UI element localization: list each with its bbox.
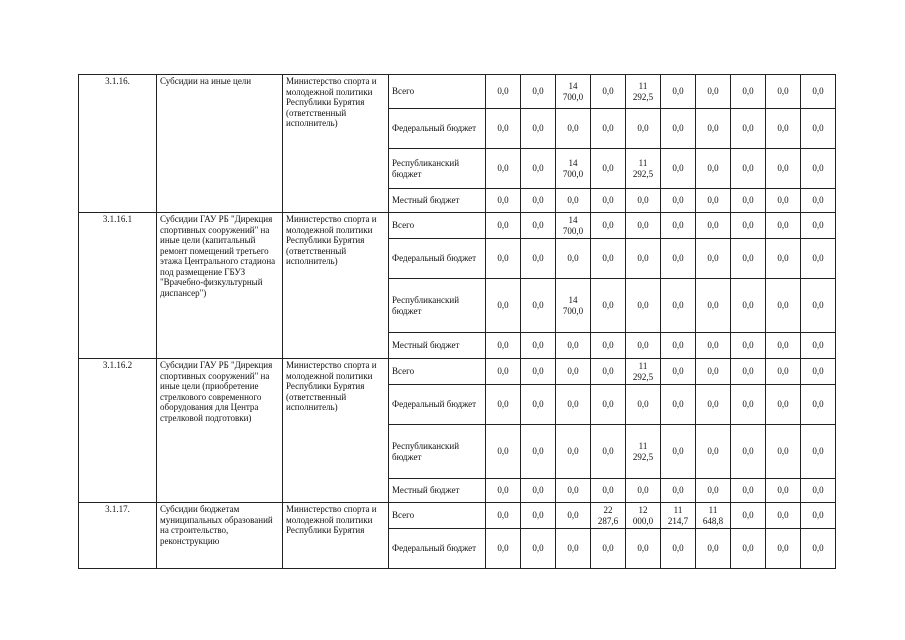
funding-source: Республиканский бюджет [389, 149, 486, 189]
amount-cell: 0,0 [696, 479, 731, 503]
item-code: 3.1.16. [79, 75, 157, 213]
amount-cell: 0,0 [591, 333, 626, 359]
amount-cell: 0,0 [556, 479, 591, 503]
amount-cell: 0,0 [591, 359, 626, 385]
amount-cell: 0,0 [521, 75, 556, 109]
amount-cell: 14 700,0 [556, 213, 591, 239]
amount-cell: 0,0 [486, 359, 521, 385]
amount-cell: 0,0 [661, 385, 696, 425]
funding-source: Местный бюджет [389, 479, 486, 503]
amount-cell: 0,0 [626, 279, 661, 333]
amount-cell: 0,0 [556, 333, 591, 359]
amount-cell: 0,0 [486, 529, 521, 569]
funding-source: Всего [389, 213, 486, 239]
amount-cell: 0,0 [766, 479, 801, 503]
amount-cell: 0,0 [661, 425, 696, 479]
budget-table [78, 74, 836, 569]
amount-cell: 12 000,0 [626, 503, 661, 529]
amount-cell: 0,0 [591, 479, 626, 503]
amount-cell: 0,0 [696, 109, 731, 149]
amount-cell: 0,0 [731, 149, 766, 189]
amount-cell: 0,0 [626, 109, 661, 149]
amount-cell: 0,0 [731, 333, 766, 359]
amount-cell: 0,0 [591, 425, 626, 479]
amount-cell: 0,0 [696, 239, 731, 279]
item-code: 3.1.16.2 [79, 359, 157, 503]
amount-cell: 0,0 [766, 109, 801, 149]
item-responsible: Министерство спорта и молодежной политики Республики Бурятия [283, 503, 389, 569]
item-name: Субсидии на иные цели [157, 75, 283, 213]
amount-cell: 0,0 [521, 213, 556, 239]
amount-cell: 0,0 [696, 385, 731, 425]
amount-cell: 0,0 [766, 213, 801, 239]
amount-cell: 0,0 [626, 213, 661, 239]
amount-cell: 0,0 [801, 279, 836, 333]
item-responsible: Министерство спорта и молодежной политики Республики Бурятия (ответственный исполнитель) [283, 213, 389, 359]
amount-cell: 0,0 [766, 189, 801, 213]
amount-cell: 0,0 [766, 75, 801, 109]
amount-cell: 0,0 [591, 75, 626, 109]
amount-cell: 0,0 [661, 479, 696, 503]
amount-cell: 0,0 [661, 529, 696, 569]
amount-cell: 0,0 [801, 333, 836, 359]
amount-cell: 0,0 [626, 479, 661, 503]
amount-cell: 0,0 [591, 385, 626, 425]
amount-cell: 0,0 [766, 359, 801, 385]
amount-cell: 0,0 [556, 189, 591, 213]
item-code: 3.1.17. [79, 503, 157, 569]
amount-cell: 11 214,7 [661, 503, 696, 529]
amount-cell: 0,0 [556, 529, 591, 569]
amount-cell: 14 700,0 [556, 75, 591, 109]
amount-cell: 0,0 [731, 213, 766, 239]
amount-cell: 0,0 [591, 239, 626, 279]
amount-cell: 0,0 [731, 279, 766, 333]
amount-cell: 0,0 [731, 503, 766, 529]
amount-cell: 0,0 [556, 359, 591, 385]
amount-cell: 0,0 [486, 279, 521, 333]
funding-source: Всего [389, 75, 486, 109]
amount-cell: 0,0 [626, 239, 661, 279]
table-row [79, 75, 836, 109]
item-name: Субсидии ГАУ РБ "Дирекция спортивных сооружений" на иные цели (приобретение стрелкового современного оборудования для Центра стрелковой подготовки) [157, 359, 283, 503]
amount-cell: 0,0 [696, 529, 731, 569]
table-row [79, 359, 836, 385]
funding-source: Федеральный бюджет [389, 109, 486, 149]
item-code: 3.1.16.1 [79, 213, 157, 359]
funding-source: Всего [389, 503, 486, 529]
amount-cell: 0,0 [696, 279, 731, 333]
document-page [78, 74, 836, 569]
amount-cell: 0,0 [626, 529, 661, 569]
amount-cell: 0,0 [801, 213, 836, 239]
amount-cell: 0,0 [486, 239, 521, 279]
amount-cell: 0,0 [661, 109, 696, 149]
amount-cell: 11 292,5 [626, 149, 661, 189]
amount-cell: 0,0 [661, 189, 696, 213]
amount-cell: 0,0 [731, 359, 766, 385]
amount-cell: 0,0 [486, 503, 521, 529]
amount-cell: 0,0 [801, 239, 836, 279]
amount-cell: 0,0 [591, 189, 626, 213]
amount-cell: 0,0 [801, 479, 836, 503]
amount-cell: 0,0 [521, 503, 556, 529]
amount-cell: 0,0 [521, 279, 556, 333]
amount-cell: 0,0 [521, 333, 556, 359]
amount-cell: 11 292,5 [626, 425, 661, 479]
amount-cell: 0,0 [696, 189, 731, 213]
amount-cell: 0,0 [731, 109, 766, 149]
item-name: Субсидии бюджетам муниципальных образований на строительство, реконструкцию [157, 503, 283, 569]
amount-cell: 0,0 [486, 333, 521, 359]
amount-cell: 0,0 [696, 213, 731, 239]
amount-cell: 0,0 [696, 149, 731, 189]
amount-cell: 0,0 [766, 385, 801, 425]
amount-cell: 0,0 [556, 503, 591, 529]
funding-source: Республиканский бюджет [389, 279, 486, 333]
amount-cell: 0,0 [801, 385, 836, 425]
amount-cell: 14 700,0 [556, 149, 591, 189]
amount-cell: 0,0 [661, 213, 696, 239]
amount-cell: 0,0 [661, 239, 696, 279]
amount-cell: 0,0 [731, 529, 766, 569]
amount-cell: 11 292,5 [626, 359, 661, 385]
amount-cell: 0,0 [486, 425, 521, 479]
amount-cell: 0,0 [556, 109, 591, 149]
amount-cell: 0,0 [801, 529, 836, 569]
amount-cell: 0,0 [801, 189, 836, 213]
amount-cell: 0,0 [486, 479, 521, 503]
amount-cell: 0,0 [801, 75, 836, 109]
amount-cell: 0,0 [556, 239, 591, 279]
amount-cell: 0,0 [661, 149, 696, 189]
amount-cell: 0,0 [801, 149, 836, 189]
amount-cell: 0,0 [696, 359, 731, 385]
amount-cell: 0,0 [766, 503, 801, 529]
funding-source: Местный бюджет [389, 333, 486, 359]
amount-cell: 0,0 [486, 213, 521, 239]
amount-cell: 0,0 [731, 385, 766, 425]
amount-cell: 0,0 [731, 479, 766, 503]
table-row [79, 503, 836, 529]
amount-cell: 0,0 [766, 529, 801, 569]
amount-cell: 0,0 [731, 425, 766, 479]
amount-cell: 0,0 [521, 385, 556, 425]
funding-source: Республиканский бюджет [389, 425, 486, 479]
amount-cell: 0,0 [696, 425, 731, 479]
amount-cell: 0,0 [556, 385, 591, 425]
amount-cell: 0,0 [731, 75, 766, 109]
amount-cell: 0,0 [661, 333, 696, 359]
amount-cell: 0,0 [486, 109, 521, 149]
amount-cell: 0,0 [801, 503, 836, 529]
amount-cell: 0,0 [591, 213, 626, 239]
amount-cell: 0,0 [661, 359, 696, 385]
item-responsible: Министерство спорта и молодежной политики Республики Бурятия (ответственный исполнитель) [283, 75, 389, 213]
amount-cell: 0,0 [801, 359, 836, 385]
funding-source: Федеральный бюджет [389, 529, 486, 569]
amount-cell: 0,0 [486, 385, 521, 425]
amount-cell: 0,0 [591, 279, 626, 333]
amount-cell: 0,0 [696, 75, 731, 109]
amount-cell: 0,0 [591, 529, 626, 569]
amount-cell: 11 292,5 [626, 75, 661, 109]
amount-cell: 0,0 [556, 425, 591, 479]
amount-cell: 0,0 [591, 149, 626, 189]
amount-cell: 0,0 [521, 109, 556, 149]
amount-cell: 0,0 [696, 333, 731, 359]
funding-source: Федеральный бюджет [389, 385, 486, 425]
amount-cell: 14 700,0 [556, 279, 591, 333]
amount-cell: 0,0 [521, 189, 556, 213]
amount-cell: 0,0 [521, 479, 556, 503]
amount-cell: 0,0 [521, 239, 556, 279]
amount-cell: 0,0 [801, 109, 836, 149]
amount-cell: 0,0 [521, 425, 556, 479]
funding-source: Федеральный бюджет [389, 239, 486, 279]
amount-cell: 0,0 [661, 75, 696, 109]
funding-source: Местный бюджет [389, 189, 486, 213]
amount-cell: 0,0 [626, 385, 661, 425]
amount-cell: 0,0 [521, 149, 556, 189]
amount-cell: 0,0 [591, 109, 626, 149]
amount-cell: 0,0 [766, 279, 801, 333]
amount-cell: 22 287,6 [591, 503, 626, 529]
amount-cell: 0,0 [766, 149, 801, 189]
amount-cell: 0,0 [731, 239, 766, 279]
amount-cell: 0,0 [486, 189, 521, 213]
item-name: Субсидии ГАУ РБ "Дирекция спортивных сооружений" на иные цели (капитальный ремонт помещений третьего этажа Центрального стадиона под размещение ГБУЗ "Врачебно-физкультурный диспансер") [157, 213, 283, 359]
amount-cell: 0,0 [731, 189, 766, 213]
amount-cell: 0,0 [626, 333, 661, 359]
amount-cell: 0,0 [521, 529, 556, 569]
amount-cell: 0,0 [661, 279, 696, 333]
amount-cell: 0,0 [766, 333, 801, 359]
amount-cell: 0,0 [801, 425, 836, 479]
amount-cell: 0,0 [486, 149, 521, 189]
funding-source: Всего [389, 359, 486, 385]
amount-cell: 0,0 [486, 75, 521, 109]
amount-cell: 0,0 [626, 189, 661, 213]
table-row [79, 213, 836, 239]
amount-cell: 11 648,8 [696, 503, 731, 529]
amount-cell: 0,0 [521, 359, 556, 385]
amount-cell: 0,0 [766, 239, 801, 279]
item-responsible: Министерство спорта и молодежной политики Республики Бурятия (ответственный исполнитель) [283, 359, 389, 503]
amount-cell: 0,0 [766, 425, 801, 479]
